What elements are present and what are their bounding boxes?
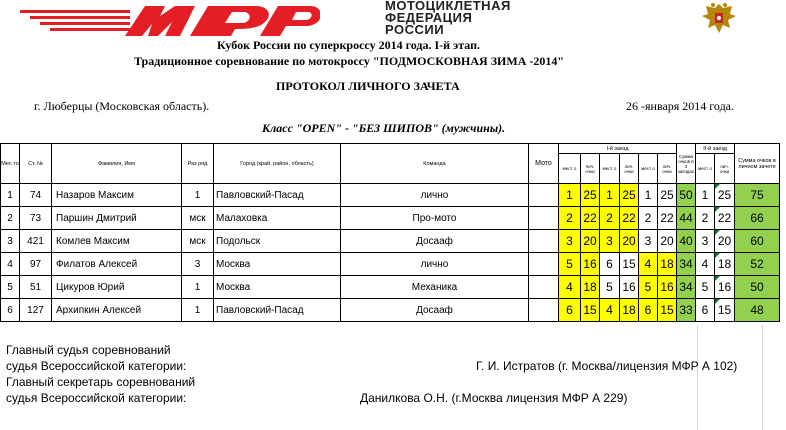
- cell-place: 6: [1, 299, 20, 322]
- russian-coat-of-arms-icon: [698, 0, 740, 36]
- header-total: Сумма очков в личном зачете: [735, 144, 780, 184]
- header-race1-points3: лич. очки: [658, 154, 677, 184]
- judge-category: судья Всероссийской категории:: [6, 359, 187, 373]
- header-race1: I-й заезд: [559, 144, 677, 154]
- cell-r2-place: 4: [696, 253, 715, 276]
- cell-name: Паршин Дмитрий: [52, 207, 182, 230]
- cell-r1-points2: 22: [620, 207, 639, 230]
- cell-sum-races: 44: [677, 207, 696, 230]
- header-name: Фамилия, Имя: [52, 144, 182, 184]
- location: г. Люберцы (Московская область).: [34, 99, 210, 113]
- cell-r1-points3: 15: [658, 299, 677, 322]
- cell-r1-points1: 15: [581, 299, 600, 322]
- cell-r1-points1: 25: [581, 184, 600, 207]
- cell-r1-place3: 4: [639, 253, 658, 276]
- cell-r1-place3: 6: [639, 299, 658, 322]
- header-race2: II-й заезд: [696, 144, 735, 154]
- cell-team: Досааф: [341, 299, 529, 322]
- table-row: [1, 230, 780, 253]
- cell-moto: [529, 207, 559, 230]
- cell-name: Цикуров Юрий: [52, 276, 182, 299]
- cell-r1-place3: 3: [639, 230, 658, 253]
- cell-number: 421: [20, 230, 52, 253]
- cell-r1-place2: 1: [600, 184, 620, 207]
- cell-rank: 1: [182, 299, 214, 322]
- cell-place: 1: [1, 184, 20, 207]
- cell-number: 51: [20, 276, 52, 299]
- cell-r2-place: 2: [696, 207, 715, 230]
- cell-r1-points2: 25: [620, 184, 639, 207]
- cell-city: Подольск: [214, 230, 341, 253]
- cell-r1-place1: 2: [559, 207, 581, 230]
- cell-r2-place: 5: [696, 276, 715, 299]
- cell-team: лично: [341, 253, 529, 276]
- table-row: [1, 276, 780, 299]
- header-race1-place2: мест о: [600, 154, 620, 184]
- cell-total: 66: [735, 207, 780, 230]
- cell-r1-place1: 4: [559, 276, 581, 299]
- cell-name: Филатов Алексей: [52, 253, 182, 276]
- cell-sum-races: 50: [677, 184, 696, 207]
- cell-r1-place2: 3: [600, 230, 620, 253]
- cell-r1-points1: 16: [581, 253, 600, 276]
- cell-team: Про-мото: [341, 207, 529, 230]
- cell-total: 75: [735, 184, 780, 207]
- cell-moto: [529, 184, 559, 207]
- cell-number: 97: [20, 253, 52, 276]
- header-race1-place3: мест о: [639, 154, 658, 184]
- cell-r2-points: 22: [715, 207, 735, 230]
- header-moto: Мото: [529, 144, 559, 184]
- cell-r1-place2: 4: [600, 299, 620, 322]
- title-cup: Кубок России по суперкроссу 2014 года. I-й этап.: [217, 38, 481, 52]
- cell-r1-points3: 25: [658, 184, 677, 207]
- judge-name: Г. И. Истратов (г. Москва/лицензия МФР А 102): [476, 359, 738, 373]
- judge-title: Главный судья соревнований: [6, 343, 171, 357]
- table-row: [1, 253, 780, 276]
- cell-rank: 1: [182, 184, 214, 207]
- header-sum-races: Сумма очков в 3 заездах: [677, 144, 696, 184]
- header-race1-points1: лич. очки: [581, 154, 600, 184]
- cell-team: лично: [341, 184, 529, 207]
- cell-place: 3: [1, 230, 20, 253]
- secretary-title: Главный секретарь соревнований: [6, 375, 196, 389]
- mfr-logo: [20, 2, 320, 38]
- cell-total: 50: [735, 276, 780, 299]
- cell-name: Назаров Максим: [52, 184, 182, 207]
- cell-total: 60: [735, 230, 780, 253]
- date: 26 -января 2014 года.: [626, 99, 734, 113]
- table-row: [1, 207, 780, 230]
- cell-r1-place2: 6: [600, 253, 620, 276]
- federation-line3: РОССИИ: [385, 22, 445, 37]
- header-city: Город (край, район, область): [214, 144, 341, 184]
- cell-moto: [529, 299, 559, 322]
- cell-total: 48: [735, 299, 780, 322]
- federation-line1: МОТОЦИКЛЕТНАЯ: [385, 0, 511, 13]
- title-protocol: ПРОТОКОЛ ЛИЧНОГО ЗАЧЕТА: [276, 79, 460, 93]
- cell-r2-points: 15: [715, 299, 735, 322]
- cell-sum-races: 34: [677, 276, 696, 299]
- header-number: Ст. №: [20, 144, 52, 184]
- cell-city: Павловский-Пасад: [214, 299, 341, 322]
- cell-r2-points: 20: [715, 230, 735, 253]
- cell-r2-place: 6: [696, 299, 715, 322]
- federation-line2: ФЕДЕРАЦИЯ: [385, 10, 473, 25]
- title-event: Традиционное соревнование по мотокроссу "ПОДМОСКОВНАЯ ЗИМА -2014": [134, 54, 565, 68]
- cell-city: Павловский-Пасад: [214, 184, 341, 207]
- cell-r1-points3: 18: [658, 253, 677, 276]
- cell-r1-place1: 3: [559, 230, 581, 253]
- cell-r1-points2: 18: [620, 299, 639, 322]
- cell-r1-points2: 15: [620, 253, 639, 276]
- cell-r1-place3: 5: [639, 276, 658, 299]
- cell-name: Комлев Максим: [52, 230, 182, 253]
- cell-total: 52: [735, 253, 780, 276]
- secretary-category: судья Всероссийской категории:: [6, 391, 187, 405]
- cell-r1-place1: 5: [559, 253, 581, 276]
- cell-place: 5: [1, 276, 20, 299]
- cell-r1-points3: 16: [658, 276, 677, 299]
- cell-sum-races: 40: [677, 230, 696, 253]
- cell-r1-place1: 1: [559, 184, 581, 207]
- cell-team: Досааф: [341, 230, 529, 253]
- cell-moto: [529, 230, 559, 253]
- cell-r1-points1: 22: [581, 207, 600, 230]
- cell-place: 4: [1, 253, 20, 276]
- cell-city: Малаховка: [214, 207, 341, 230]
- cell-r2-points: 18: [715, 253, 735, 276]
- header-team: Команда: [341, 144, 529, 184]
- gridline: [762, 325, 763, 430]
- cell-sum-races: 33: [677, 299, 696, 322]
- table-row: [1, 184, 780, 207]
- header-race1-points2: лич. очки: [620, 154, 639, 184]
- header-race2-points: лич. очки: [715, 154, 735, 184]
- cell-r2-points: 16: [715, 276, 735, 299]
- gridline: [697, 325, 698, 430]
- cell-r2-place: 1: [696, 184, 715, 207]
- header-race1-place1: мест о: [559, 154, 581, 184]
- cell-r2-points: 25: [715, 184, 735, 207]
- cell-r1-points1: 18: [581, 276, 600, 299]
- cell-number: 74: [20, 184, 52, 207]
- class-title: Класс "OPEN" - "БЕЗ ШИПОВ" (мужчины).: [262, 121, 506, 135]
- header-rank: Раз ряд: [182, 144, 214, 184]
- results-table: [0, 143, 780, 322]
- cell-r1-points3: 22: [658, 207, 677, 230]
- cell-number: 127: [20, 299, 52, 322]
- cell-city: Москва: [214, 253, 341, 276]
- cell-r1-points2: 16: [620, 276, 639, 299]
- cell-r1-place3: 1: [639, 184, 658, 207]
- cell-rank: 1: [182, 276, 214, 299]
- cell-name: Архипкин Алексей: [52, 299, 182, 322]
- cell-sum-races: 34: [677, 253, 696, 276]
- cell-place: 2: [1, 207, 20, 230]
- federation-name: [385, 0, 511, 36]
- cell-team: Механика: [341, 276, 529, 299]
- cell-r1-place2: 5: [600, 276, 620, 299]
- cell-r1-place1: 6: [559, 299, 581, 322]
- cell-number: 73: [20, 207, 52, 230]
- cell-r1-place2: 2: [600, 207, 620, 230]
- cell-r1-place3: 2: [639, 207, 658, 230]
- cell-rank: мск: [182, 207, 214, 230]
- table-header-row1: [1, 144, 780, 154]
- cell-r1-points3: 20: [658, 230, 677, 253]
- cell-r1-points2: 20: [620, 230, 639, 253]
- table-row: [1, 299, 780, 322]
- cell-rank: 3: [182, 253, 214, 276]
- cell-rank: мск: [182, 230, 214, 253]
- cell-moto: [529, 253, 559, 276]
- header-race2-place: мест о: [696, 154, 715, 184]
- secretary-name: Данилкова О.Н. (г.Москва лицензия МФР А 229): [360, 391, 628, 405]
- cell-r1-points1: 20: [581, 230, 600, 253]
- cell-moto: [529, 276, 559, 299]
- cell-r2-place: 3: [696, 230, 715, 253]
- header-place: Мес то: [1, 144, 20, 184]
- cell-city: Москва: [214, 276, 341, 299]
